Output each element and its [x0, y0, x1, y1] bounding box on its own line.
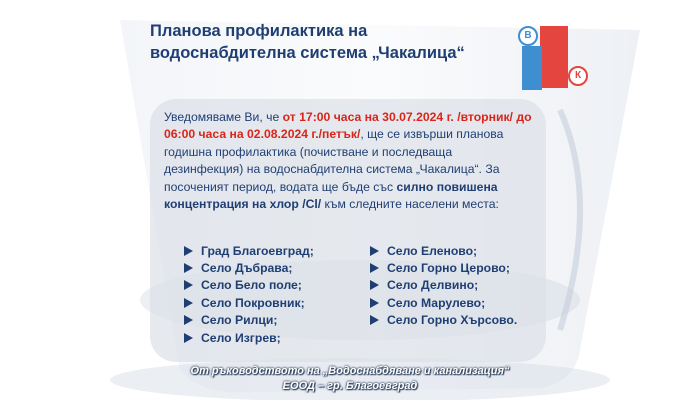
list-item: [184, 242, 314, 259]
footer-line-1: От ръководството на „Водоснабдяване и канализация“: [190, 365, 510, 377]
notice-part-3: към следните населени места:: [321, 197, 499, 212]
logo-red-block: [540, 26, 568, 88]
place-name: Село Горно Хърсово.: [387, 313, 518, 328]
arrow-icon: [370, 263, 379, 273]
notice-part-2: , ще се извърши планова годишна профилактика (почистване и последваща дезинфекция) на водоснабдителна система „Чакалица“. За посоченият период, водата ще бъде със: [164, 127, 504, 194]
arrow-icon: [184, 280, 193, 290]
list-item: [370, 242, 517, 259]
list-item: [370, 294, 517, 311]
list-item: [184, 259, 314, 276]
list-item: [370, 277, 517, 294]
logo-blue-block: [522, 46, 542, 90]
notice-panel: [150, 99, 546, 362]
footer-line-2: ЕООД – гр. Благоевград: [282, 380, 418, 392]
place-name: Село Делвино;: [387, 278, 479, 293]
logo-letter-k: К: [568, 66, 588, 86]
arrow-icon: [370, 315, 379, 325]
place-name: Село Еленово;: [387, 243, 478, 258]
places-column-right: [370, 242, 517, 329]
arrow-icon: [370, 246, 379, 256]
list-item: [184, 294, 314, 311]
list-item: [184, 329, 314, 346]
list-item: [370, 259, 517, 276]
arrow-icon: [184, 246, 193, 256]
notice-chlorine-warning: силно повишена концентрация на хлор /Cl/: [164, 179, 498, 212]
arrow-icon: [370, 298, 379, 308]
notice-part-1: Уведомяваме Ви, че: [164, 110, 283, 124]
notice-period: от 17:00 часа на 30.07.2024 г. /вторник/ до 06:00 часа на 02.08.2024 г./петък/: [164, 110, 532, 142]
arrow-icon: [184, 333, 193, 343]
place-name: Село Дъбрава;: [201, 261, 293, 276]
place-name: Село Марулево;: [387, 295, 486, 310]
list-item: [370, 312, 517, 329]
place-name: Село Бело поле;: [201, 278, 302, 293]
list-item: [184, 277, 314, 294]
arrow-icon: [184, 315, 193, 325]
footer-signature: [120, 364, 580, 394]
logo-letter-v: В: [518, 26, 538, 46]
places-column-left: [184, 242, 314, 346]
place-name: Село Изгрев;: [201, 330, 281, 345]
title-line-2: водоснабдителна система „Чакалица“: [150, 44, 465, 62]
vik-logo: [518, 20, 590, 94]
page-title: [150, 20, 530, 64]
arrow-icon: [184, 263, 193, 273]
place-name: Село Рилци;: [201, 313, 278, 328]
arrow-icon: [370, 280, 379, 290]
notice-text: [164, 109, 532, 213]
arrow-icon: [184, 298, 193, 308]
place-name: Град Благоевград;: [201, 243, 314, 258]
list-item: [184, 312, 314, 329]
place-name: Село Покровник;: [201, 295, 305, 310]
title-line-1: Планова профилактика на: [150, 22, 368, 40]
place-name: Село Горно Церово;: [387, 261, 510, 276]
